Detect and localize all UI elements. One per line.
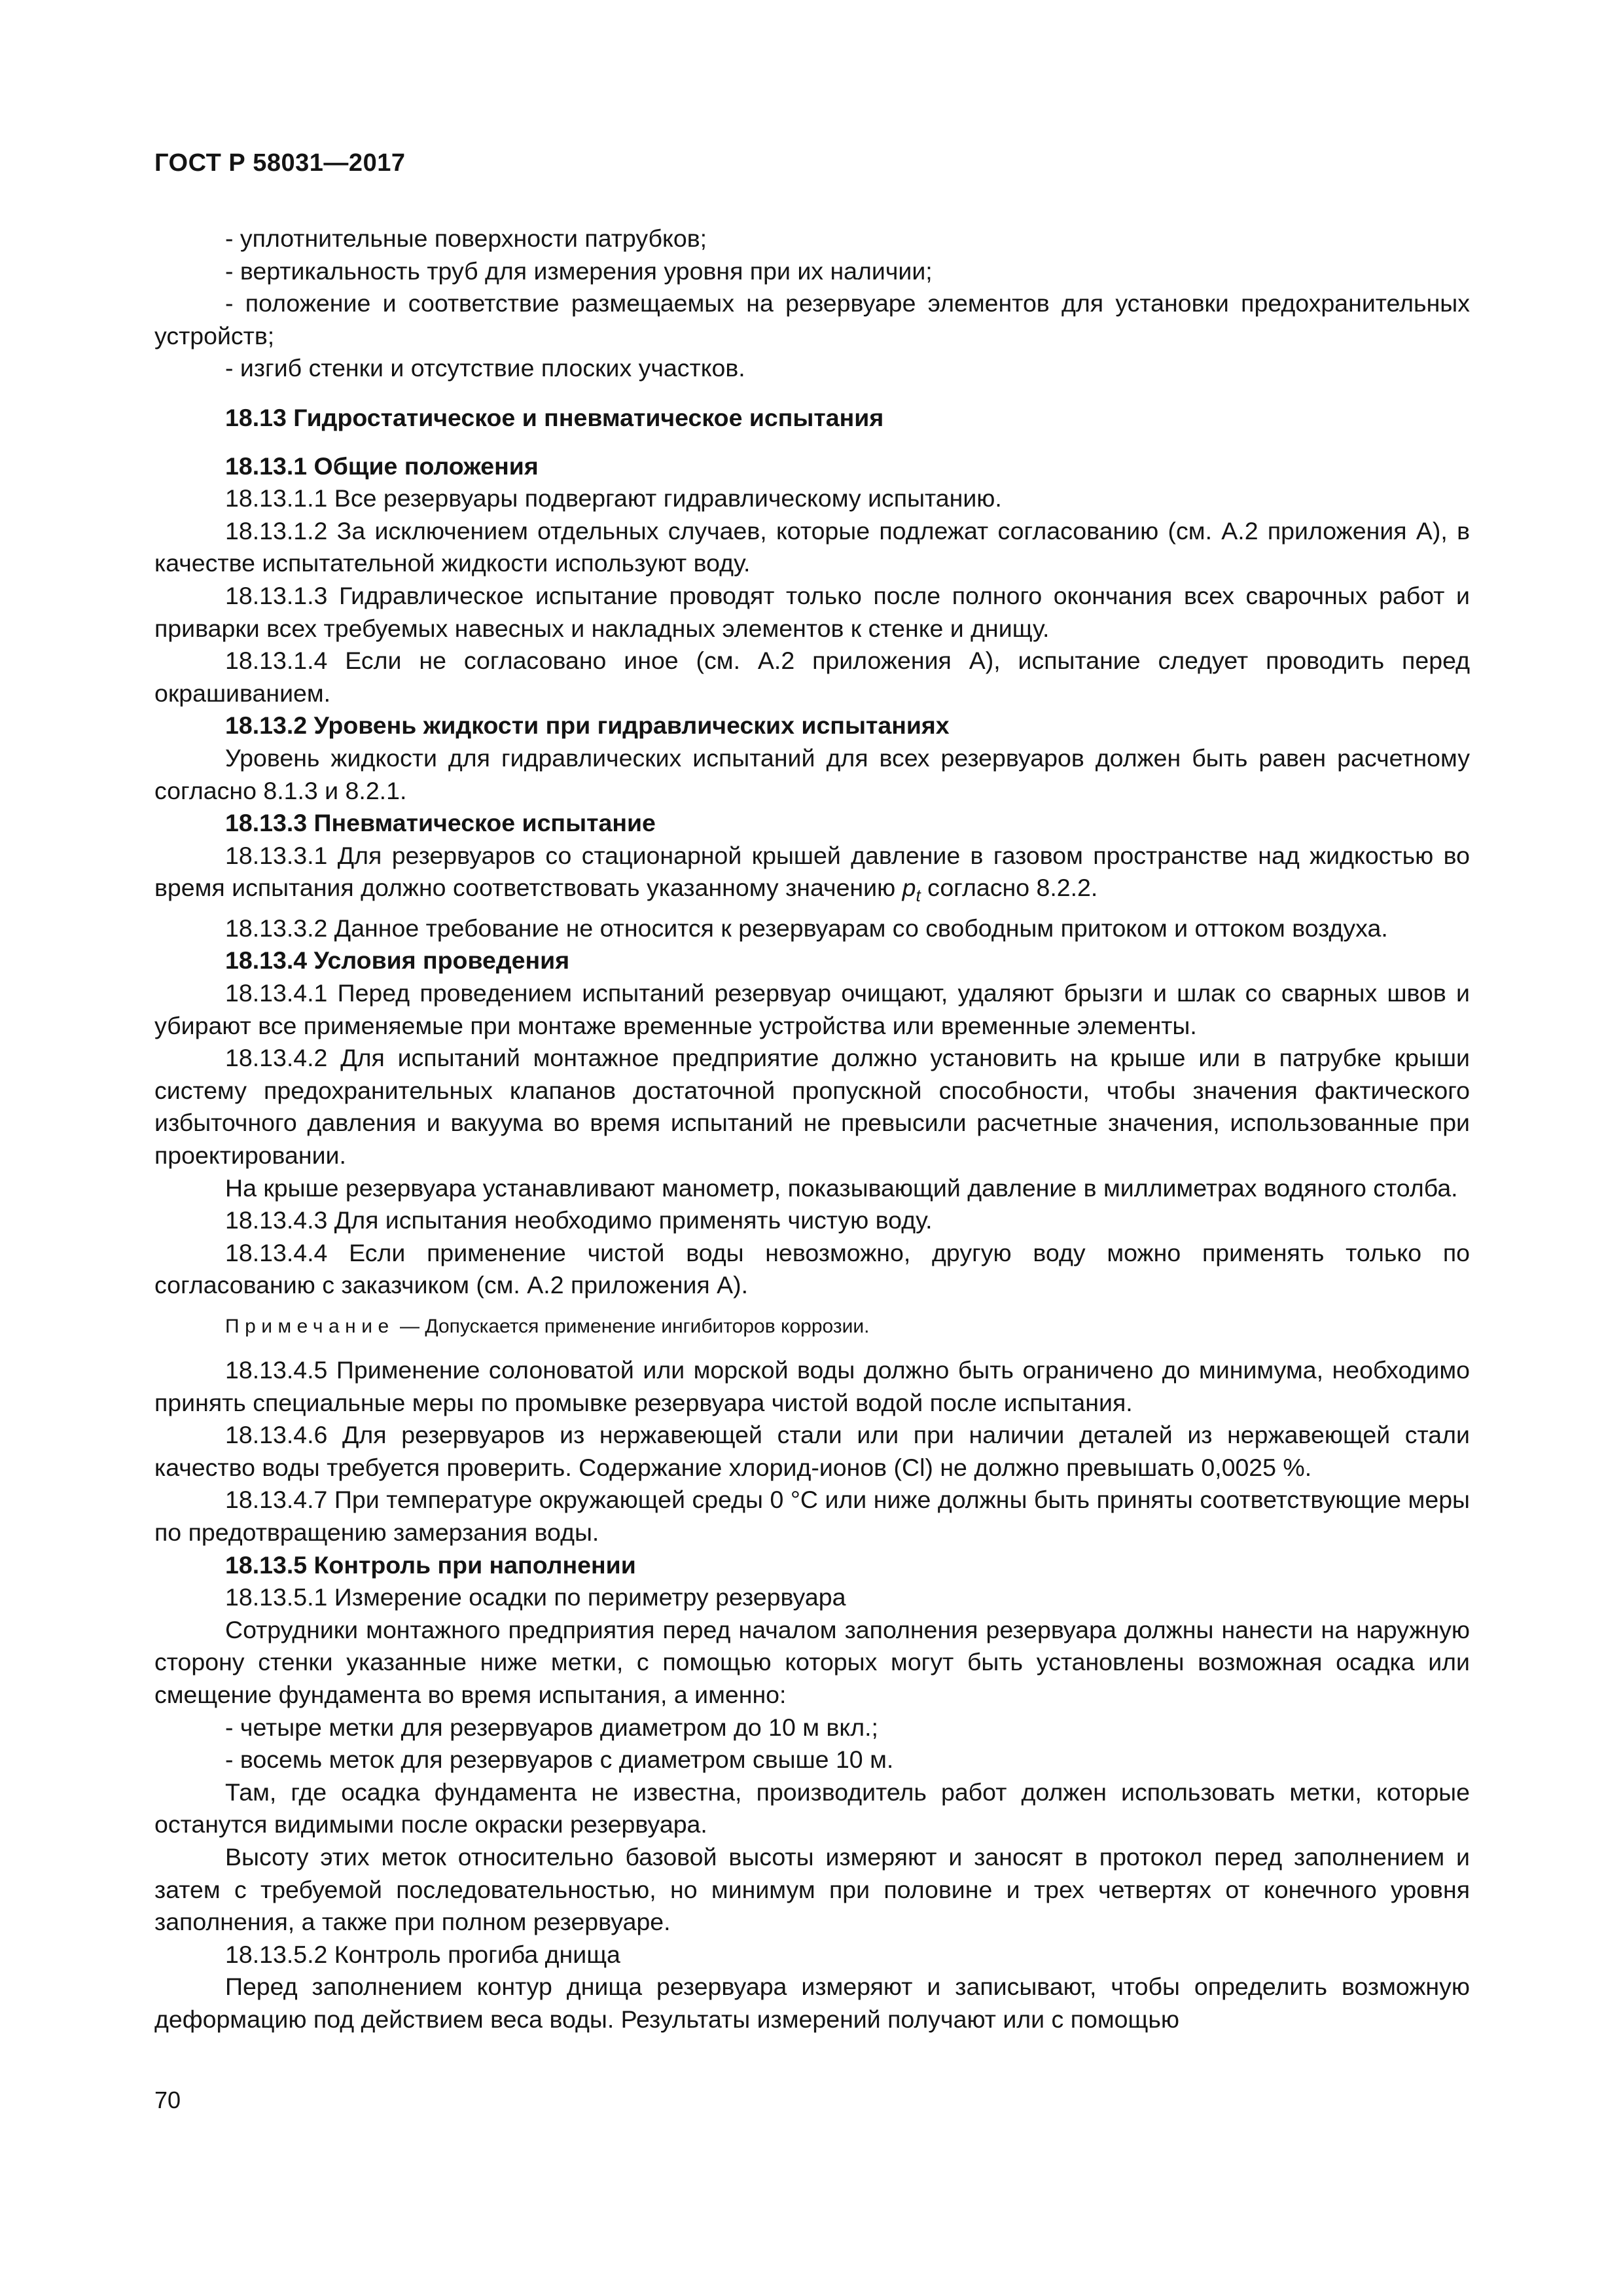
paragraph: Высоту этих меток относительно базовой высоты измеряют и заносят в протокол перед заполнением и затем с требуемой последовательностью, но минимум при половине и трех четвертях от конечного уровня заполнения, а также при полном резервуаре. bbox=[154, 1842, 1470, 1936]
list-item: - восемь меток для резервуаров с диаметром свыше 10 м. bbox=[225, 1746, 894, 1774]
paragraph-text: 18.13.3.1 Для резервуаров со стационарной крышей давление в газовом пространстве над жидкостью во время испытания должно соответствовать указанному значению bbox=[154, 841, 1470, 902]
paragraph: На крыше резервуара устанавливают манометр, показывающий давление в миллиметрах водяного столба. bbox=[225, 1174, 1458, 1202]
subsection-heading-18-13-5: 18.13.5 Контроль при наполнении bbox=[225, 1551, 636, 1579]
page-number: 70 bbox=[154, 2087, 181, 2113]
paragraph: 18.13.4.2 Для испытаний монтажное предприятие должно установить на крыше или в патрубке крыши систему предохранительных клапанов достаточной пропускной способности, чтобы значения фактического избыточного давления и вакуума во время испытаний не превысили расчетные значения, использованные при проектировании. bbox=[154, 1044, 1470, 1170]
subsection-heading-18-13-1: 18.13.1 Общие положения bbox=[225, 452, 539, 480]
list-item: - уплотнительные поверхности патрубков; bbox=[225, 224, 707, 252]
paragraph: 18.13.4.5 Применение солоноватой или морской воды должно быть ограничено до минимума, необходимо принять специальные меры по промывке резервуара чистой водой после испытания. bbox=[154, 1356, 1470, 1416]
paragraph: 18.13.5.2 Контроль прогиба днища bbox=[225, 1940, 620, 1968]
paragraph-text: согласно 8.2.2. bbox=[920, 874, 1098, 902]
paragraph: 18.13.4.7 При температуре окружающей среды 0 °С или ниже должны быть приняты соответствующие меры по предотвращению замерзания воды. bbox=[154, 1486, 1470, 1546]
section-heading-18-13: 18.13 Гидростатическое и пневматическое испытания bbox=[225, 403, 884, 431]
list-item: - четыре метки для резервуаров диаметром до 10 м вкл.; bbox=[225, 1713, 878, 1741]
paragraph-with-formula bbox=[154, 840, 1470, 912]
list-item: - положение и соответствие размещаемых на резервуаре элементов для установки предохранительных устройств; bbox=[154, 289, 1470, 350]
paragraph: 18.13.4.1 Перед проведением испытаний резервуар очищают, удаляют брызги и шлак со сварных швов и убирают все применяемые при монтаже временные устройства или временные элементы. bbox=[154, 979, 1470, 1039]
paragraph: Сотрудники монтажного предприятия перед началом заполнения резервуара должны нанести на наружную сторону стенки указанные ниже метки, с помощью которых могут быть установлены возможная осадка или смещение фундамента во время испытания, а именно: bbox=[154, 1615, 1470, 1708]
paragraph: 18.13.4.6 Для резервуаров из нержавеющей стали или при наличии деталей из нержавеющей стали качество воды требуется проверить. Содержание хлорид-ионов (Cl) не должно превышать 0,0025 %. bbox=[154, 1421, 1470, 1481]
paragraph: 18.13.1.4 Если не согласовано иное (см. А.2 приложения А), испытание следует проводить перед окрашиванием. bbox=[154, 647, 1470, 707]
paragraph: Уровень жидкости для гидравлических испытаний для всех резервуаров должен быть равен расчетному согласно 8.1.3 и 8.2.1. bbox=[154, 744, 1470, 804]
paragraph: 18.13.1.3 Гидравлическое испытание проводят только после полного окончания всех сварочных работ и приварки всех требуемых навесных и накладных элементов к стенке и днищу. bbox=[154, 581, 1470, 642]
list-item: - вертикальность труб для измерения уровня при их наличии; bbox=[225, 257, 933, 285]
subsection-heading-18-13-4: 18.13.4 Условия проведения bbox=[225, 946, 570, 975]
paragraph: Перед заполнением контур днища резервуара измеряют и записывают, чтобы определить возможную деформацию под действием веса воды. Результаты измерений получают или с помощью bbox=[154, 1973, 1470, 2033]
paragraph: 18.13.1.2 За исключением отдельных случаев, которые подлежат согласованию (см. А.2 приложения А), в качестве испытательной жидкости используют воду. bbox=[154, 516, 1470, 577]
note-text: — Допускается применение ингибиторов коррозии. bbox=[394, 1316, 870, 1337]
paragraph: 18.13.3.2 Данное требование не относится к резервуарам со свободным притоком и оттоком воздуха. bbox=[225, 914, 1388, 942]
list-item: - изгиб стенки и отсутствие плоских участков. bbox=[225, 354, 745, 382]
subsection-heading-18-13-2: 18.13.2 Уровень жидкости при гидравлических испытаниях bbox=[225, 711, 950, 740]
document-body bbox=[154, 223, 1470, 2036]
note bbox=[154, 1314, 1470, 1340]
note-label: Примечание bbox=[225, 1316, 395, 1337]
paragraph: 18.13.1.1 Все резервуары подвергают гидравлическому испытанию. bbox=[225, 484, 1002, 512]
document-code-header: ГОСТ Р 58031—2017 bbox=[154, 149, 406, 177]
paragraph: 18.13.4.3 Для испытания необходимо применять чистую воду. bbox=[225, 1206, 933, 1234]
pressure-symbol: p bbox=[902, 874, 916, 902]
paragraph: Там, где осадка фундамента не известна, производитель работ должен использовать метки, которые останутся видимыми после окраски резервуара. bbox=[154, 1778, 1470, 1839]
subsection-heading-18-13-3: 18.13.3 Пневматическое испытание bbox=[225, 809, 656, 837]
paragraph: 18.13.4.4 Если применение чистой воды невозможно, другую воду можно применять только по согласованию с заказчиком (см. А.2 приложения А). bbox=[154, 1238, 1470, 1299]
paragraph: 18.13.5.1 Измерение осадки по периметру резервуара bbox=[225, 1583, 846, 1611]
pressure-subscript: t bbox=[916, 886, 921, 906]
